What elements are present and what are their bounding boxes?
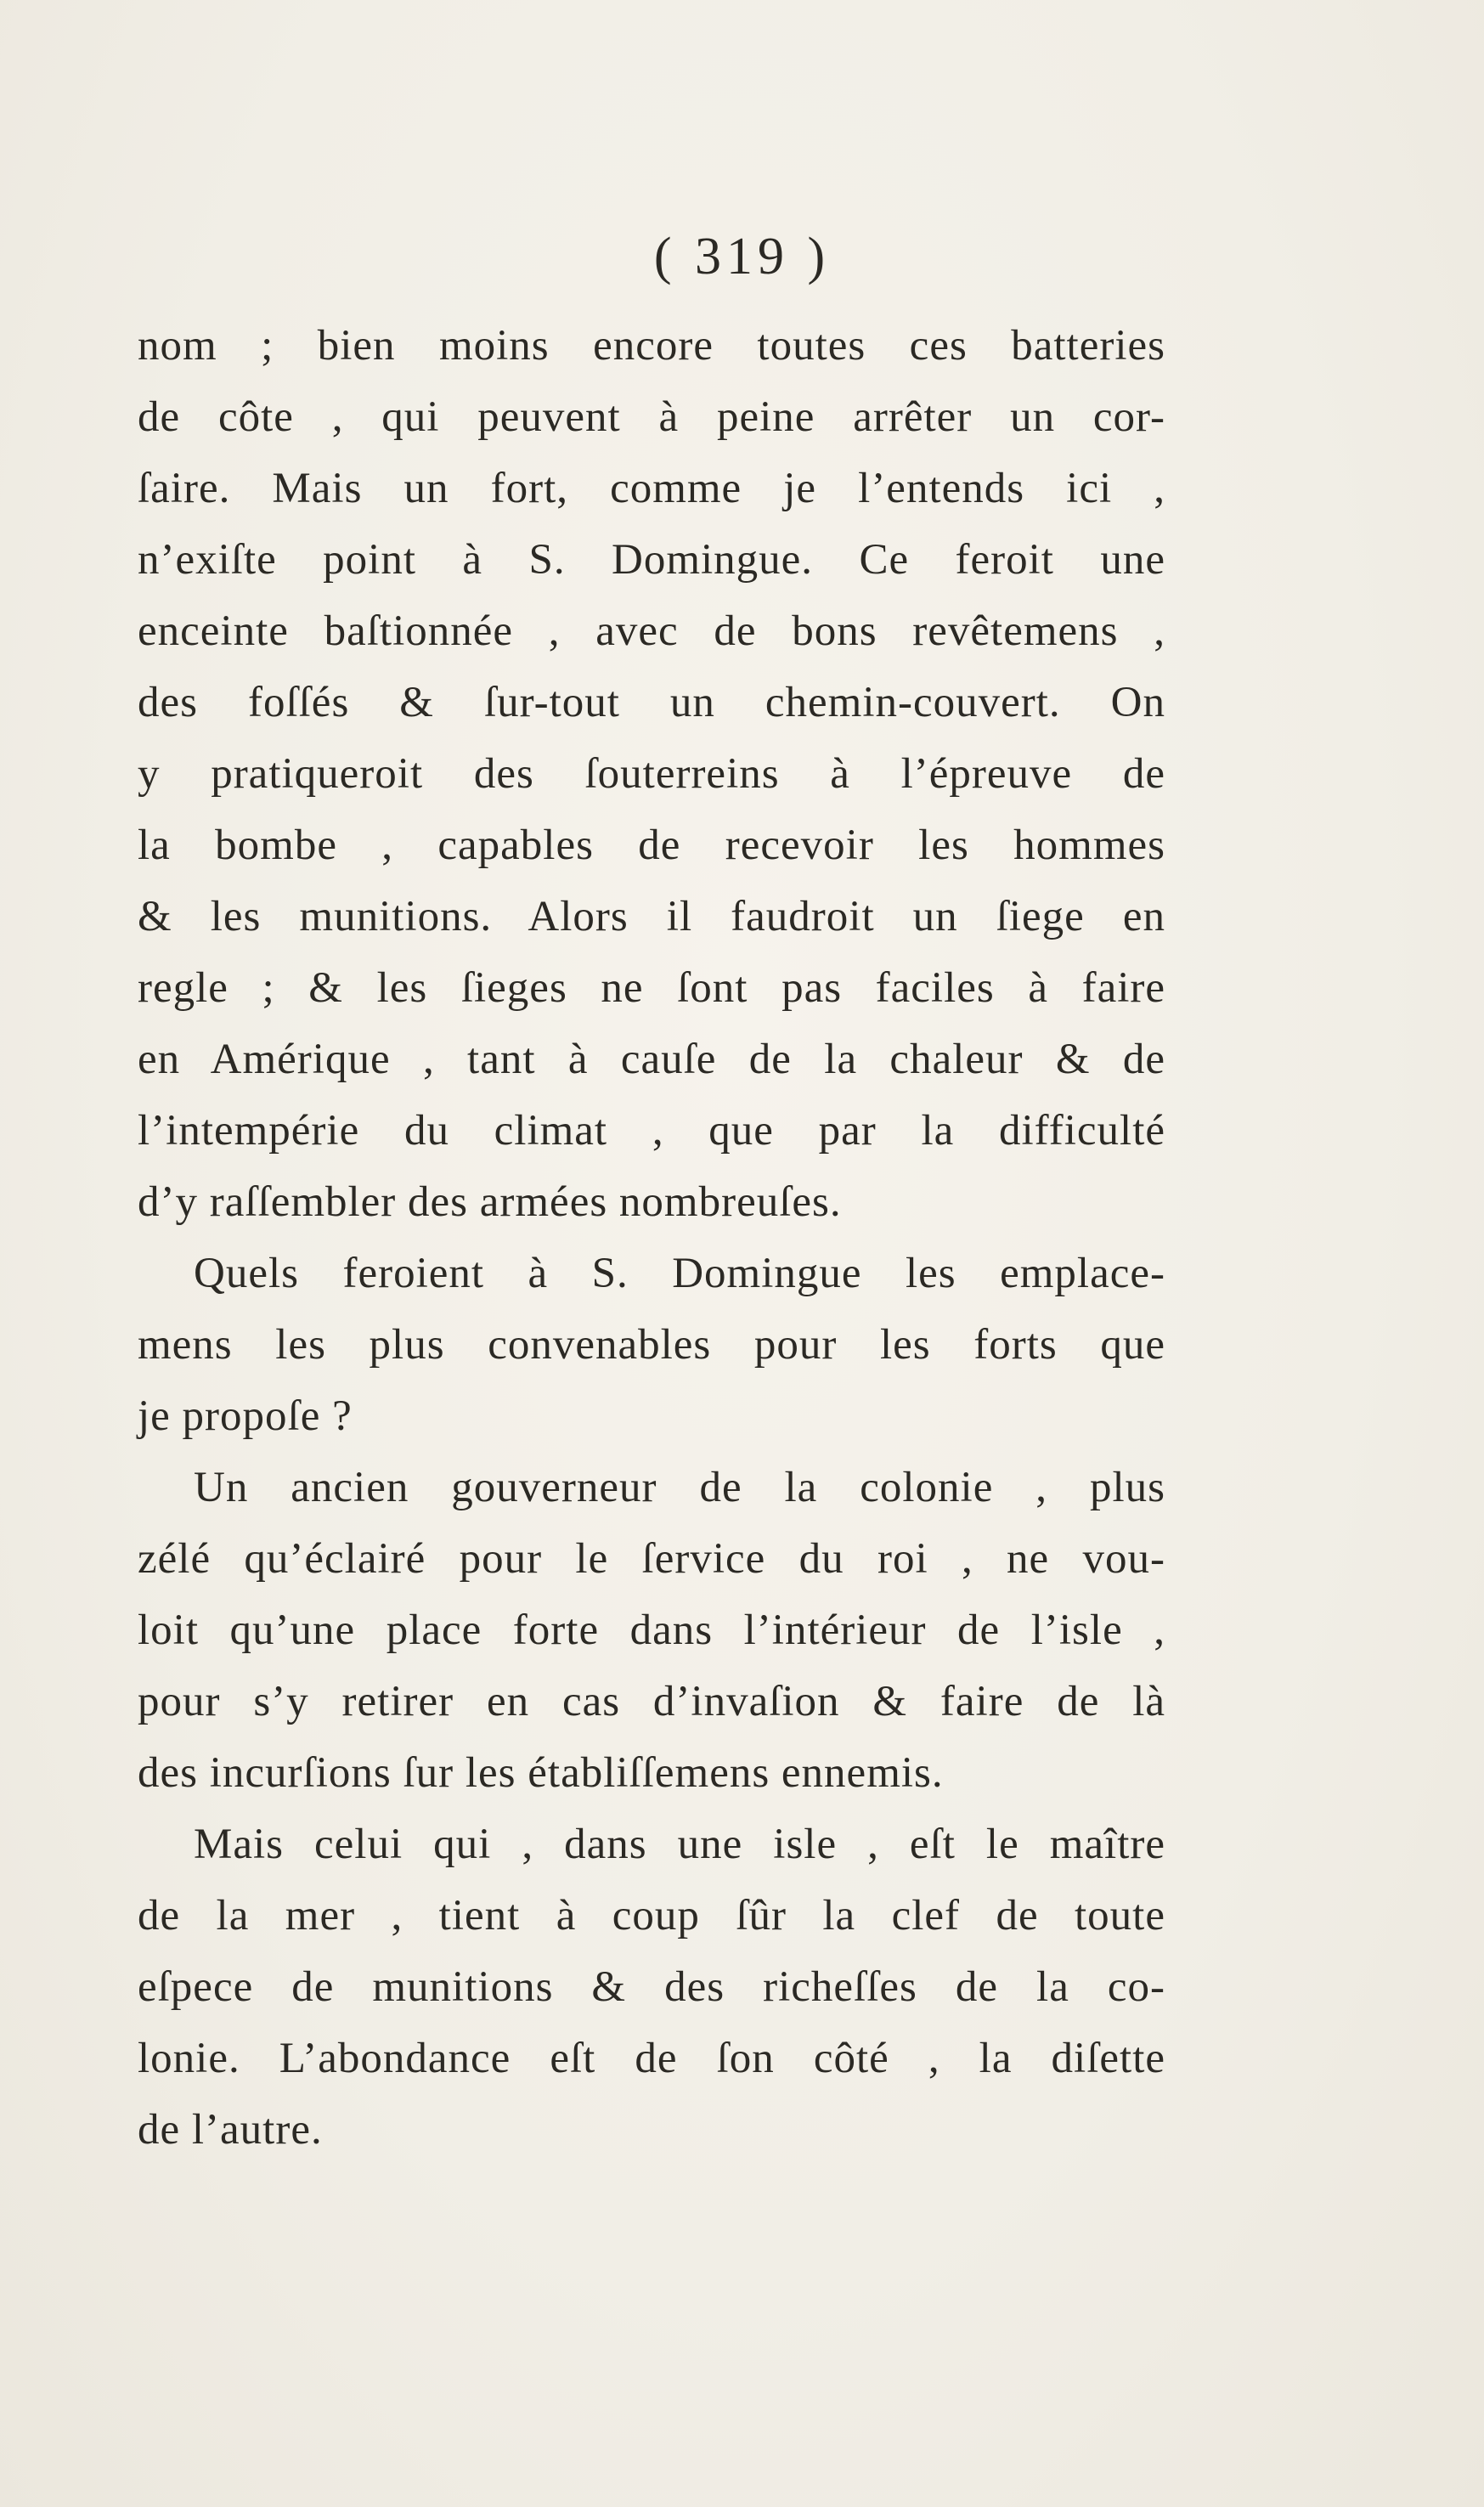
text-line: Quels feroient à S. Domingue les emplace-	[194, 1250, 1165, 1297]
text-line: regle ; & les ſieges ne ſont pas faciles à faire	[138, 964, 1165, 1012]
body-text	[138, 310, 1165, 2165]
text-line: loit qu’une place forte dans l’intérieur de l’isle ,	[138, 1606, 1165, 1654]
text-line: de côte , qui peuvent à peine arrêter un cor-	[138, 393, 1165, 441]
page-number: ( 319 )	[653, 228, 831, 285]
text-line: & les munitions. Alors il faudroit un ſiege en	[138, 893, 1165, 940]
text-line: je propoſe ?	[138, 1392, 353, 1440]
text-line: d’y raſſembler des armées nombreuſes.	[138, 1178, 842, 1226]
text-line: pour s’y retirer en cas d’invaſion & faire de là	[138, 1678, 1165, 1725]
text-line: l’intempérie du climat , que par la difficulté	[138, 1107, 1165, 1155]
text-line: en Amérique , tant à cauſe de la chaleur & de	[138, 1036, 1165, 1083]
text-line: mens les plus convenables pour les forts que	[138, 1321, 1165, 1369]
text-line: ſaire. Mais un fort, comme je l’entends ici ,	[138, 465, 1165, 512]
text-line: de l’autre.	[138, 2106, 323, 2154]
text-line: y pratiqueroit des ſouterreins à l’épreuve de	[138, 750, 1165, 798]
text-line: lonie. L’abondance eſt de ſon côté , la diſette	[138, 2035, 1165, 2082]
text-line: des incurſions ſur les établiſſemens ennemis.	[138, 1749, 944, 1797]
text-line: de la mer , tient à coup ſûr la clef de toute	[138, 1892, 1165, 1940]
text-line: enceinte baſtionnée , avec de bons revêtemens ,	[138, 607, 1165, 655]
text-line: Un ancien gouverneur de la colonie , plus	[194, 1464, 1165, 1511]
text-line: eſpece de munitions & des richeſſes de la co-	[138, 1963, 1165, 2011]
text-line: n’exiſte point à S. Domingue. Ce feroit une	[138, 536, 1165, 584]
text-line: des foſſés & ſur-tout un chemin-couvert. On	[138, 679, 1165, 726]
text-line: la bombe , capables de recevoir les hommes	[138, 822, 1165, 869]
text-line: Mais celui qui , dans une isle , eſt le maître	[194, 1821, 1165, 1868]
text-line: zélé qu’éclairé pour le ſervice du roi , ne vou-	[138, 1535, 1165, 1583]
text-line: nom ; bien moins encore toutes ces batteries	[138, 322, 1165, 370]
